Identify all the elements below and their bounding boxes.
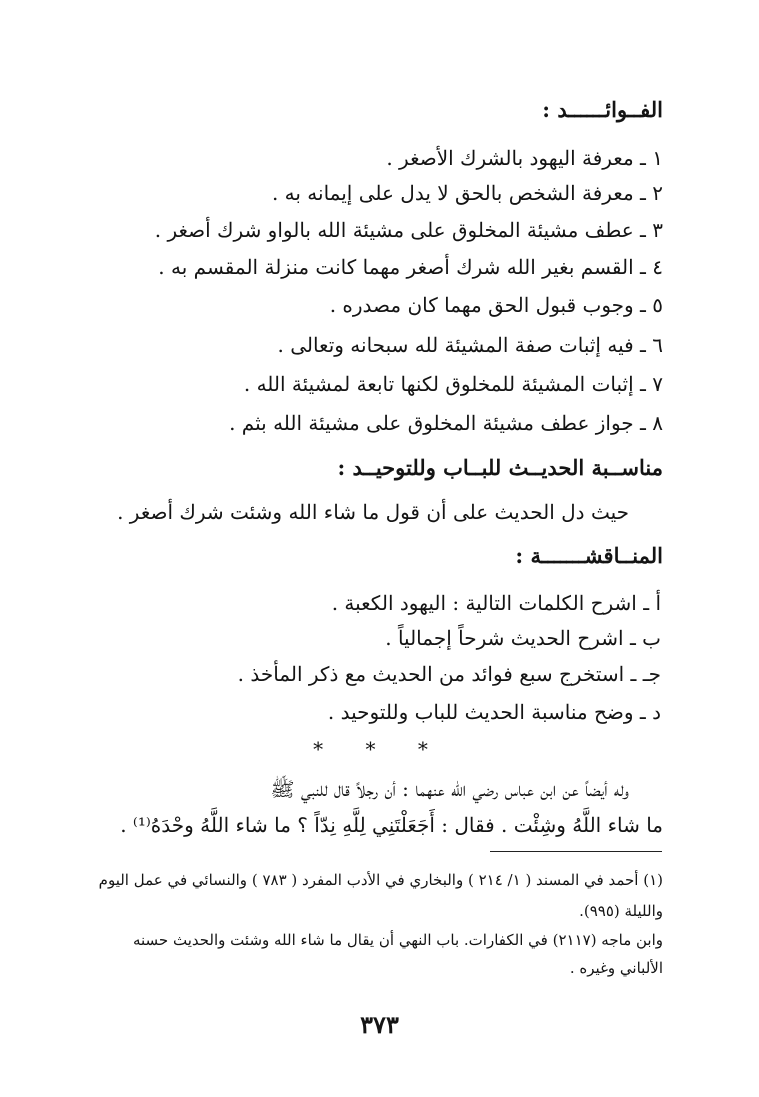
discussion-item-d: د ـ وضح مناسبة الحديث للباب وللتوحيد . — [327, 700, 661, 724]
footnote-line-4: الألباني وغيره . — [569, 959, 663, 977]
relevance-heading: مناســبة الحديــث للبــاب وللتوحيــد : — [337, 455, 663, 480]
benefit-item-2: ٢ ـ معرفة الشخص بالحق لا يدل على إيمانه به . — [271, 181, 663, 205]
discussion-item-c: جـ ـ استخرج سبع فوائد من الحديث مع ذكر المأخذ . — [237, 662, 661, 686]
section-separator: * * * — [313, 737, 446, 761]
footnote-divider — [490, 851, 662, 852]
benefit-item-4: ٤ ـ القسم بغير الله شرك أصغر مهما كانت منزلة المقسم به . — [158, 255, 663, 279]
benefit-item-5: ٥ ـ وجوب قبول الحق مهما كان مصدره . — [329, 293, 663, 317]
footnote-line-3: وابن ماجه (٢١١٧) في الكفارات. باب النهي أن يقال ما شاء الله وشئت والحديث حسنه — [132, 931, 663, 949]
benefit-item-1: ١ ـ معرفة اليهود بالشرك الأصغر . — [386, 146, 663, 170]
benefit-item-6: ٦ ـ فيه إثبات صفة المشيئة لله سبحانه وتعالى . — [277, 333, 663, 357]
benefit-item-3: ٣ ـ عطف مشيئة المخلوق على مشيئة الله بالواو شرك أصغر . — [154, 218, 663, 242]
discussion-item-a: أ ـ اشرح الكلمات التالية : اليهود الكعبة . — [331, 591, 661, 615]
discussion-item-b: ب ـ اشرح الحديث شرحاً إجمالياً . — [385, 626, 661, 650]
hadith-line-1: وله أيضاً عن ابن عباس رضي الله عنهما : أن رجلاً قال للنبي ﷺ — [270, 777, 629, 801]
footnote-line-2: والليلة (٩٩٥). — [579, 902, 663, 920]
page-number: ٣٧٣ — [360, 1010, 399, 1039]
relevance-text: حيث دل الحديث على أن قول ما شاء الله وشئت شرك أصغر . — [117, 500, 629, 524]
benefits-heading: الفــوائــــــد : — [542, 97, 663, 122]
benefit-item-8: ٨ ـ جواز عطف مشيئة المخلوق على مشيئة الله بثم . — [229, 411, 663, 435]
benefit-item-7: ٧ ـ إثبات المشيئة للمخلوق لكنها تابعة لمشيئة الله . — [243, 372, 663, 396]
hadith-line-2: ما شاء اللَّهُ وشِئْت . فقال : أَجَعَلْتَنِي لِلَّهِ نِدّاً ؟ ما شاء اللَّهُ وحْدَهُ⁽¹⁾ . — [120, 813, 663, 837]
footnote-line-1: (١) أحمد في المسند ( ١/ ٢١٤ ) والبخاري في الأدب المفرد ( ٧٨٣ ) والنسائي في عمل اليوم — [98, 871, 663, 889]
discussion-heading: المنــاقشـــــــة : — [515, 543, 663, 568]
